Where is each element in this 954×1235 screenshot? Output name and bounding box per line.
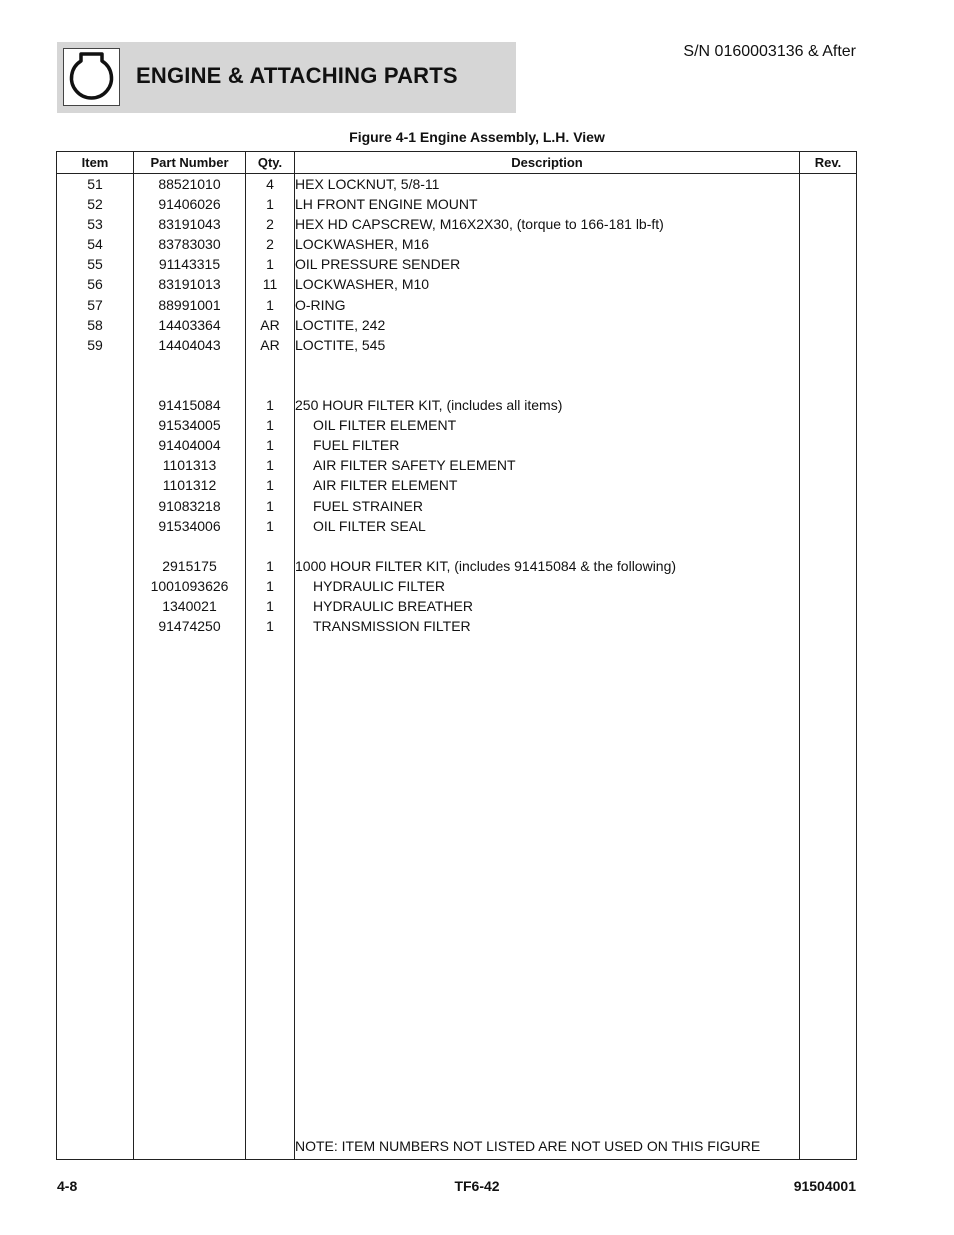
model-code: TF6-42 <box>454 1178 500 1194</box>
part-number-cell: 2915175 <box>134 556 246 576</box>
engine-icon <box>63 48 120 106</box>
description-cell: AIR FILTER ELEMENT <box>295 475 800 495</box>
item-cell: 57 <box>57 295 134 315</box>
note-row-cell <box>134 1133 246 1160</box>
qty-cell: 1 <box>246 576 295 596</box>
item-cell <box>57 395 134 415</box>
part-number-cell: 91534006 <box>134 516 246 536</box>
table-row <box>57 556 857 576</box>
description-cell: FUEL STRAINER <box>295 496 800 516</box>
table-row <box>57 415 857 435</box>
item-cell <box>57 355 134 375</box>
item-cell: 52 <box>57 194 134 214</box>
qty-cell: 1 <box>246 254 295 274</box>
description-cell <box>295 375 800 395</box>
item-cell <box>57 556 134 576</box>
column-header-part-number: Part Number <box>134 152 246 174</box>
rev-cell <box>800 496 857 516</box>
description-cell: TRANSMISSION FILTER <box>295 616 800 636</box>
qty-cell: 1 <box>246 194 295 214</box>
table-row <box>57 375 857 395</box>
item-cell <box>57 496 134 516</box>
item-cell <box>57 455 134 475</box>
description-cell: FUEL FILTER <box>295 435 800 455</box>
qty-cell: 1 <box>246 516 295 536</box>
part-number-cell <box>134 355 246 375</box>
description-cell: OIL PRESSURE SENDER <box>295 254 800 274</box>
part-number-cell: 1340021 <box>134 596 246 616</box>
qty-cell: 1 <box>246 556 295 576</box>
table-row <box>57 536 857 556</box>
item-cell: 54 <box>57 234 134 254</box>
description-cell <box>295 355 800 375</box>
table-row <box>57 435 857 455</box>
column-header-item: Item <box>57 152 134 174</box>
part-number-cell: 83191043 <box>134 214 246 234</box>
rev-cell <box>800 174 857 195</box>
filler-cell <box>295 636 800 1133</box>
qty-cell: 1 <box>246 455 295 475</box>
item-cell <box>57 616 134 636</box>
description-cell: 1000 HOUR FILTER KIT, (includes 91415084 & the following) <box>295 556 800 576</box>
table-row <box>57 596 857 616</box>
column-header-rev: Rev. <box>800 152 857 174</box>
qty-cell: 4 <box>246 174 295 195</box>
qty-cell: 11 <box>246 274 295 294</box>
rev-cell <box>800 254 857 274</box>
table-note: NOTE: ITEM NUMBERS NOT LISTED ARE NOT USED ON THIS FIGURE <box>295 1133 800 1160</box>
rev-cell <box>800 395 857 415</box>
part-number-cell: 1101313 <box>134 455 246 475</box>
rev-cell <box>800 295 857 315</box>
table-row <box>57 295 857 315</box>
item-cell <box>57 596 134 616</box>
table-header-row <box>57 152 857 174</box>
table-row <box>57 274 857 294</box>
rev-cell <box>800 335 857 355</box>
table-row <box>57 194 857 214</box>
description-cell: HEX HD CAPSCREW, M16X2X30, (torque to 166-181 lb-ft) <box>295 214 800 234</box>
rev-cell <box>800 315 857 335</box>
table-row <box>57 516 857 536</box>
column-header-qty: Qty. <box>246 152 295 174</box>
qty-cell: 1 <box>246 395 295 415</box>
part-number-cell: 1101312 <box>134 475 246 495</box>
description-cell: LOCTITE, 545 <box>295 335 800 355</box>
description-cell: OIL FILTER ELEMENT <box>295 415 800 435</box>
qty-cell: 1 <box>246 475 295 495</box>
item-cell <box>57 475 134 495</box>
rev-cell <box>800 274 857 294</box>
item-cell <box>57 516 134 536</box>
part-number-cell <box>134 375 246 395</box>
qty-cell: 1 <box>246 616 295 636</box>
filler-cell <box>57 636 134 1133</box>
item-cell: 55 <box>57 254 134 274</box>
qty-cell <box>246 375 295 395</box>
item-cell: 58 <box>57 315 134 335</box>
description-cell: LOCKWASHER, M10 <box>295 274 800 294</box>
figure-title: Figure 4-1 Engine Assembly, L.H. View <box>349 129 605 145</box>
item-cell: 51 <box>57 174 134 195</box>
qty-cell <box>246 536 295 556</box>
section-title: ENGINE & ATTACHING PARTS <box>136 63 458 88</box>
rev-cell <box>800 576 857 596</box>
item-cell: 59 <box>57 335 134 355</box>
rev-cell <box>800 475 857 495</box>
qty-cell: 1 <box>246 596 295 616</box>
description-cell: LH FRONT ENGINE MOUNT <box>295 194 800 214</box>
table-filler-row <box>57 636 857 1133</box>
qty-cell: 1 <box>246 295 295 315</box>
description-cell: HYDRAULIC FILTER <box>295 576 800 596</box>
page-number: 4-8 <box>57 1178 78 1194</box>
part-number-cell: 14403364 <box>134 315 246 335</box>
rev-cell <box>800 536 857 556</box>
qty-cell: 1 <box>246 435 295 455</box>
note-row-cell <box>57 1133 134 1160</box>
rev-cell <box>800 435 857 455</box>
table-row <box>57 395 857 415</box>
item-cell <box>57 576 134 596</box>
table-row <box>57 475 857 495</box>
filler-cell <box>800 636 857 1133</box>
qty-cell: 1 <box>246 415 295 435</box>
filler-cell <box>134 636 246 1133</box>
qty-cell: 2 <box>246 234 295 254</box>
description-cell <box>295 536 800 556</box>
part-number-cell: 91404004 <box>134 435 246 455</box>
part-number-cell: 91474250 <box>134 616 246 636</box>
rev-cell <box>800 516 857 536</box>
note-row-cell <box>800 1133 857 1160</box>
document-number: 91504001 <box>793 1178 856 1194</box>
description-cell: LOCKWASHER, M16 <box>295 234 800 254</box>
qty-cell: 1 <box>246 496 295 516</box>
part-number-cell: 91406026 <box>134 194 246 214</box>
table-row <box>57 455 857 475</box>
parts-table <box>56 151 857 1160</box>
part-number-cell: 88521010 <box>134 174 246 195</box>
filler-cell <box>246 636 295 1133</box>
table-row <box>57 315 857 335</box>
qty-cell: AR <box>246 335 295 355</box>
rev-cell <box>800 596 857 616</box>
table-row <box>57 576 857 596</box>
part-number-cell: 14404043 <box>134 335 246 355</box>
description-cell: AIR FILTER SAFETY ELEMENT <box>295 455 800 475</box>
table-row <box>57 496 857 516</box>
part-number-cell <box>134 536 246 556</box>
part-number-cell: 91534005 <box>134 415 246 435</box>
table-note-row <box>57 1133 857 1160</box>
serial-number: S/N 0160003136 & After <box>683 43 856 60</box>
rev-cell <box>800 455 857 475</box>
part-number-cell: 88991001 <box>134 295 246 315</box>
table-row <box>57 616 857 636</box>
part-number-cell: 83783030 <box>134 234 246 254</box>
rev-cell <box>800 194 857 214</box>
table-row <box>57 174 857 195</box>
part-number-cell: 91415084 <box>134 395 246 415</box>
table-row <box>57 355 857 375</box>
parts-table-body <box>57 174 857 1160</box>
rev-cell <box>800 214 857 234</box>
rev-cell <box>800 415 857 435</box>
part-number-cell: 91083218 <box>134 496 246 516</box>
table-row <box>57 234 857 254</box>
description-cell: HYDRAULIC BREATHER <box>295 596 800 616</box>
column-header-description: Description <box>295 152 800 174</box>
item-cell <box>57 375 134 395</box>
description-cell: HEX LOCKNUT, 5/8-11 <box>295 174 800 195</box>
note-row-cell <box>246 1133 295 1160</box>
description-cell: 250 HOUR FILTER KIT, (includes all items) <box>295 395 800 415</box>
description-cell: O-RING <box>295 295 800 315</box>
qty-cell: 2 <box>246 214 295 234</box>
qty-cell: AR <box>246 315 295 335</box>
rev-cell <box>800 616 857 636</box>
item-cell <box>57 415 134 435</box>
item-cell: 53 <box>57 214 134 234</box>
part-number-cell: 83191013 <box>134 274 246 294</box>
part-number-cell: 1001093626 <box>134 576 246 596</box>
rev-cell <box>800 355 857 375</box>
qty-cell <box>246 355 295 375</box>
table-row <box>57 254 857 274</box>
item-cell <box>57 536 134 556</box>
table-row <box>57 214 857 234</box>
description-cell: OIL FILTER SEAL <box>295 516 800 536</box>
table-row <box>57 335 857 355</box>
rev-cell <box>800 375 857 395</box>
part-number-cell: 91143315 <box>134 254 246 274</box>
item-cell <box>57 435 134 455</box>
rev-cell <box>800 556 857 576</box>
rev-cell <box>800 234 857 254</box>
description-cell: LOCTITE, 242 <box>295 315 800 335</box>
item-cell: 56 <box>57 274 134 294</box>
